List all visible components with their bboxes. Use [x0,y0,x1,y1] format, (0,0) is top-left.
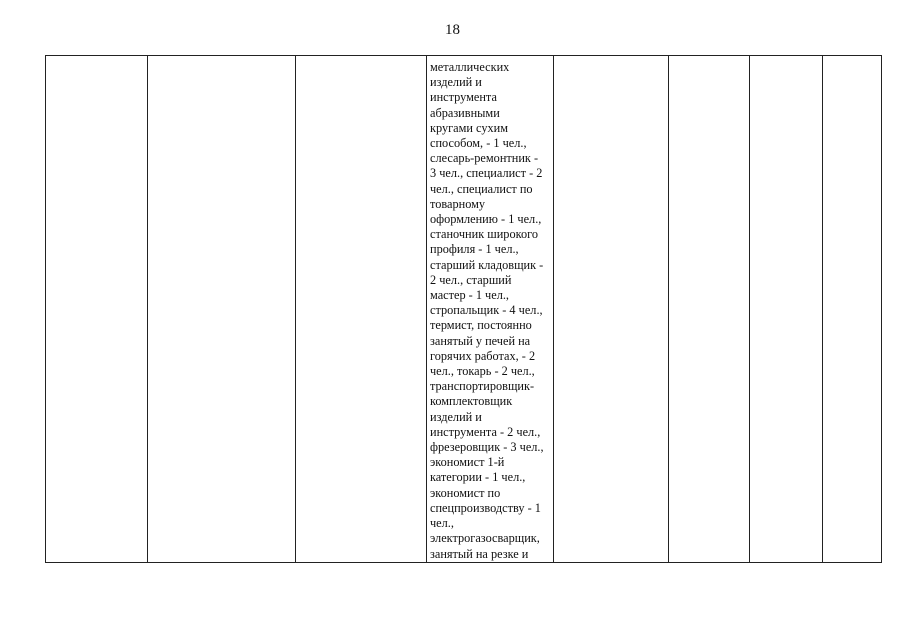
table-row [46,56,882,563]
table-cell-2 [148,56,296,563]
page-number: 18 [445,22,460,38]
table-cell-7 [750,56,823,563]
table-cell-6 [669,56,750,563]
table-cell-5 [554,56,669,563]
table-cell-1 [46,56,148,563]
document-table [45,55,882,563]
table-cell-4 [427,56,554,563]
staff-list-text: металлических изделий и инструмента абразивными кругами сухим способом, - 1 чел., слесарь-ремонтник - 3 чел., специалист - 2 чел., специалист по товарному оформлению - 1 чел., станочник широкого профиля - 1 чел., старший кладовщик - 2 чел., старший мастер - 1 чел., стропальщик - 4 чел., термист, постоянно занятый у печей на горячих работах, - 2 чел., токарь - 2 чел., транспортировщик- комплектовщик изделий и инструмента - 2 чел., фрезеровщик - 3 чел., экономист 1-й категории - 1 чел., экономист по спецпроизводству - 1 чел., электрогазосварщик, занятый на резке и [430,60,544,561]
table-cell-8 [823,56,882,563]
table-cell-3 [296,56,427,563]
